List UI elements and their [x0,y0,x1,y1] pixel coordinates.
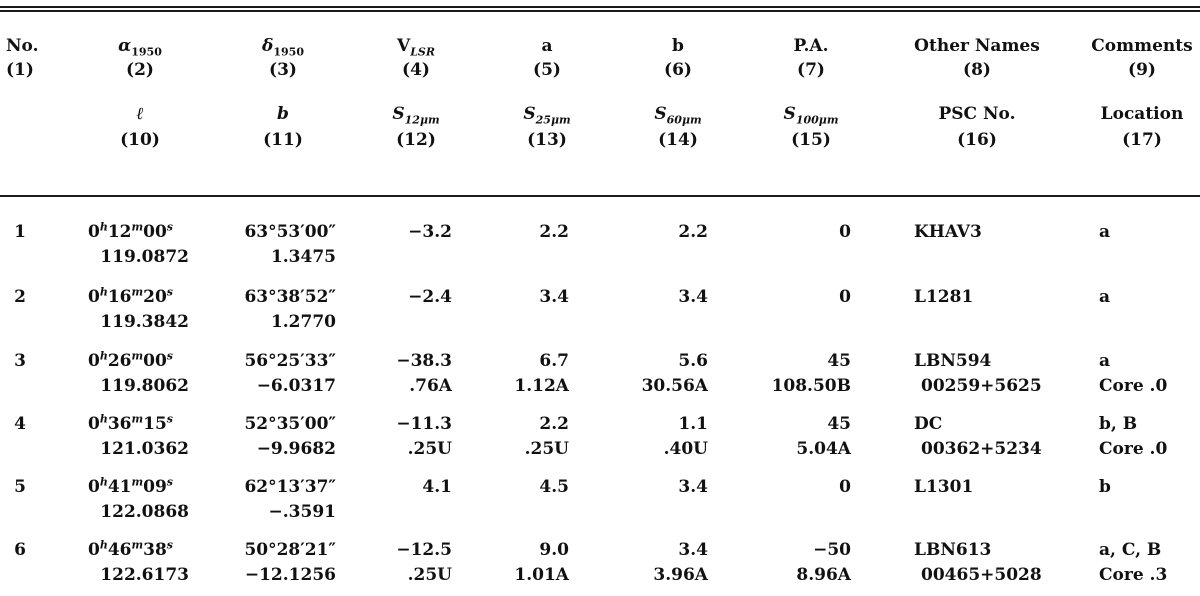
flux-100um: 5.04A [796,439,851,459]
flux-12um: .25U [407,565,452,585]
header-col-8 [914,36,1040,56]
header-label: Comments [1091,36,1193,56]
header-label: S [783,104,796,124]
minor-axis-b: 3.4 [678,540,708,560]
ra-h-value: 0 [87,351,100,371]
ra-m-value: 26 [107,351,132,371]
header-col-number-4: (4) [402,60,430,80]
header-label: P.A. [793,36,829,56]
galactic-b: −.3591 [268,502,336,522]
ra-unit: h [99,412,108,426]
ra-unit: s [166,475,173,489]
flux-12um: .25U [407,439,452,459]
ra-h-value: 0 [87,540,100,560]
header2-col-12 [277,104,289,124]
header-col-number-1: (1) [6,60,34,80]
header2-col-11 [136,104,143,124]
galactic-l: 122.0868 [100,502,189,522]
header2-col-14 [523,104,571,127]
header-label: b [277,104,289,124]
flux-60um: 30.56A [641,376,708,396]
header-label: V [396,36,411,56]
ra-unit: s [166,220,173,234]
row-number: 5 [14,477,26,497]
header2-col-number-14: (13) [527,130,567,150]
major-axis-a: 6.7 [539,351,569,371]
ra-unit: h [99,475,108,489]
minor-axis-b: 5.6 [678,351,708,371]
flux-25um: 1.01A [514,565,569,585]
header-label: δ [262,36,274,56]
header2-col-17 [938,104,1015,124]
ra-s-value: 38 [143,540,167,560]
right-ascension [88,351,173,371]
minor-axis-b: 3.4 [678,287,708,307]
comments: b [1099,477,1111,497]
header-col-number-5: (5) [533,60,561,80]
header-col-number-7: (7) [797,60,825,80]
header-rule [0,195,1200,197]
flux-25um: .25U [524,439,569,459]
major-axis-a: 2.2 [539,414,569,434]
vlsr-value: 4.1 [422,477,452,497]
flux-60um: .40U [663,439,708,459]
top-rule [0,6,1200,8]
header-label: ℓ [136,104,144,124]
header-label: b [672,36,684,56]
ra-unit: m [131,349,144,363]
ra-h-value: 0 [87,414,100,434]
ra-unit: m [131,412,144,426]
header-subscript: 1950 [131,45,162,59]
position-angle: 45 [827,351,851,371]
declination: 63°38′52″ [244,287,336,307]
major-axis-a: 2.2 [539,222,569,242]
header-col-4 [396,36,436,59]
header2-col-number-17: (16) [957,130,997,150]
major-axis-a: 4.5 [539,477,569,497]
galactic-b: −9.9682 [256,439,336,459]
header2-col-number-13: (12) [396,130,436,150]
row-number: 3 [14,351,26,371]
header2-col-18 [1101,104,1184,124]
ra-unit: m [131,220,144,234]
declination: 62°13′37″ [244,477,336,497]
psc-number: 00362+5234 [921,439,1042,459]
galactic-l: 119.0872 [100,247,189,267]
comments: a [1099,351,1111,371]
top-rule-second [0,10,1200,12]
ra-m-value: 12 [107,222,132,242]
header-col-number-9: (9) [1128,60,1156,80]
position-angle: −50 [813,540,851,560]
galactic-b: −12.1256 [244,565,336,585]
header-col-6 [672,36,684,56]
header-subscript: 25μm [535,113,571,127]
flux-25um: 1.12A [514,376,569,396]
location: Core .0 [1099,376,1168,396]
header-col-1 [6,36,39,56]
header-subscript: 1950 [273,45,304,59]
ra-unit: s [166,538,173,552]
header-subscript: 12μm [404,113,440,127]
location: Core .3 [1099,565,1168,585]
header2-col-number-15: (14) [658,130,698,150]
other-names: LBN613 [914,540,992,560]
other-names: L1281 [914,287,974,307]
header-col-number-6: (6) [664,60,692,80]
vlsr-value: −11.3 [396,414,452,434]
header-label: a [541,36,553,56]
position-angle: 0 [839,287,851,307]
row-number: 1 [14,222,26,242]
header2-col-13 [392,104,440,127]
header-col-number-8: (8) [963,60,991,80]
right-ascension [88,414,173,434]
ra-s-value: 09 [143,477,167,497]
location: Core .0 [1099,439,1168,459]
declination: 50°28′21″ [244,540,336,560]
ra-m-value: 16 [107,287,132,307]
ra-unit: s [166,349,173,363]
ra-s-value: 15 [143,414,167,434]
ra-h-value: 0 [87,477,100,497]
minor-axis-b: 3.4 [678,477,708,497]
row-number: 6 [14,540,26,560]
galactic-l: 122.6173 [100,565,189,585]
header-col-number-3: (3) [269,60,297,80]
ra-unit: h [99,538,108,552]
header-label: S [392,104,405,124]
comments: a [1099,287,1111,307]
ra-unit: h [99,220,108,234]
right-ascension [88,287,173,307]
galactic-l: 121.0362 [100,439,189,459]
header2-col-number-16: (15) [791,130,831,150]
header-subscript: LSR [410,45,436,59]
right-ascension [88,222,173,242]
ra-unit: m [131,285,144,299]
flux-100um: 108.50B [771,376,851,396]
galactic-b: 1.3475 [270,247,336,267]
header2-col-15 [654,104,702,127]
ra-s-value: 00 [143,222,167,242]
ra-m-value: 46 [107,540,132,560]
minor-axis-b: 1.1 [678,414,708,434]
header-subscript: 100μm [795,113,839,127]
flux-100um: 8.96A [796,565,851,585]
galactic-b: 1.2770 [270,312,336,332]
other-names: LBN594 [914,351,992,371]
header-label: PSC No. [938,104,1016,124]
header2-col-number-12: (11) [263,130,303,150]
declination: 56°25′33″ [244,351,336,371]
major-axis-a: 9.0 [539,540,569,560]
header-label: α [118,36,132,56]
header-col-3 [262,36,304,59]
galactic-l: 119.3842 [100,312,189,332]
galactic-l: 119.8062 [100,376,189,396]
ra-m-value: 36 [107,414,132,434]
flux-12um: .76A [409,376,452,396]
ra-unit: s [166,412,173,426]
declination: 63°53′00″ [244,222,336,242]
minor-axis-b: 2.2 [678,222,708,242]
header-col-5 [541,36,552,56]
header-label: Other Names [914,36,1040,56]
ra-unit: m [131,538,144,552]
other-names: L1301 [914,477,974,497]
position-angle: 45 [827,414,851,434]
header-label: Location [1100,104,1184,124]
ra-m-value: 41 [107,477,132,497]
right-ascension [88,540,173,560]
vlsr-value: −12.5 [396,540,452,560]
comments: a, C, B [1099,540,1162,560]
declination: 52°35′00″ [244,414,336,434]
major-axis-a: 3.4 [539,287,569,307]
galactic-b: −6.0317 [256,376,336,396]
vlsr-value: −38.3 [396,351,452,371]
ra-unit: m [131,475,144,489]
position-angle: 0 [839,222,851,242]
ra-unit: h [99,285,108,299]
comments: b, B [1099,414,1138,434]
other-names: DC [914,414,943,434]
comments: a [1099,222,1111,242]
vlsr-value: −2.4 [408,287,452,307]
header-subscript: 60μm [666,113,702,127]
header-label: No. [6,36,39,56]
ra-h-value: 0 [87,287,100,307]
header2-col-16 [783,104,839,127]
ra-unit: h [99,349,108,363]
header2-col-number-11: (10) [120,130,160,150]
header2-col-number-18: (17) [1122,130,1162,150]
header-label: S [523,104,536,124]
position-angle: 0 [839,477,851,497]
psc-number: 00259+5625 [921,376,1042,396]
header-col-7 [794,36,829,56]
ra-h-value: 0 [87,222,100,242]
flux-60um: 3.96A [653,565,708,585]
row-number: 4 [14,414,26,434]
psc-number: 00465+5028 [921,565,1042,585]
other-names: KHAV3 [914,222,982,242]
ra-s-value: 20 [143,287,167,307]
header-col-9 [1091,36,1192,56]
row-number: 2 [14,287,26,307]
header-col-number-2: (2) [126,60,154,80]
ra-s-value: 00 [143,351,167,371]
header-label: S [654,104,667,124]
right-ascension [88,477,173,497]
ra-unit: s [166,285,173,299]
header-col-2 [118,36,162,59]
vlsr-value: −3.2 [408,222,452,242]
